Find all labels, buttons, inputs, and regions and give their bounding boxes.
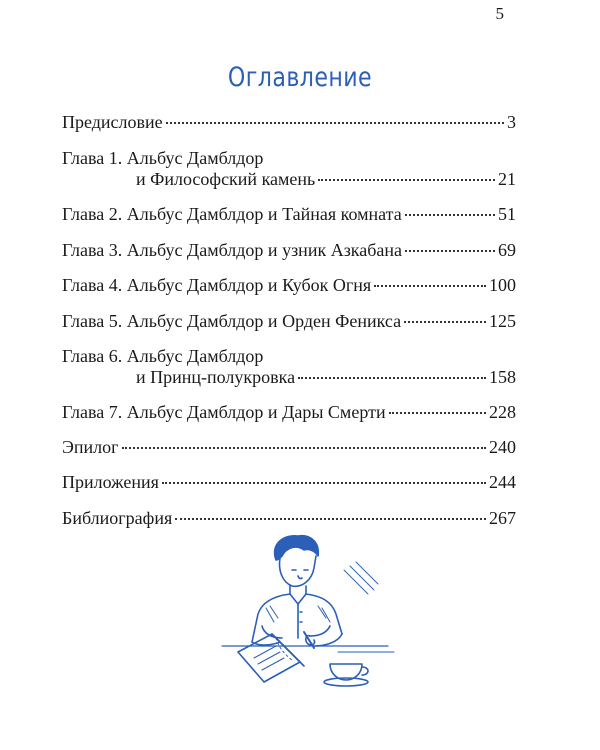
toc-entry-text: Библиография [62,508,173,528]
page-number: 5 [495,4,504,23]
toc-entry-chapter-7 [62,402,516,423]
toc-entry-chapter-2 [62,204,516,225]
toc-leader-dots [122,447,486,449]
toc-entry-bibliography [62,508,516,529]
toc-leader-dots [162,482,486,484]
toc-entry-text: Глава 7. Альбус Дамблдор и Дары Смерти [62,402,386,422]
toc-entry-page: 267 [489,508,516,528]
toc-leader-dots [175,518,486,520]
toc-entry-text: Глава 2. Альбус Дамблдор и Тайная комната [62,204,402,224]
toc-entry-chapter-1 [62,148,516,190]
toc-entry-chapter-3 [62,240,516,261]
toc-entry-text: и Принц-полукровка [136,367,296,387]
toc-leader-dots [405,214,495,216]
toc-entry-text: Глава 5. Альбус Дамблдор и Орден Феникса [62,311,402,331]
toc-entry-page: 69 [498,240,516,260]
toc-entry-text: Глава 4. Альбус Дамблдор и Кубок Огня [62,275,372,295]
toc-entry-page: 158 [489,367,516,387]
toc-entry-chapter-6 [62,346,516,388]
toc-entry-page: 125 [489,311,516,331]
toc-entry-text: Эпилог [62,437,119,457]
toc-entry-page: 21 [498,169,516,189]
toc-entry-chapter-4 [62,275,516,296]
toc-entry-chapter-5 [62,311,516,332]
toc-leader-dots [405,250,495,252]
toc-entry-heading: Глава 6. Альбус Дамблдор [62,346,264,366]
toc-entry-page: 51 [498,204,516,224]
toc-leader-dots [404,321,486,323]
toc-entry-text: Предисловие [62,112,163,132]
toc-title: Оглавление [227,62,373,93]
toc-entry-text: и Философский камень [136,169,316,189]
toc-entry-page: 228 [489,402,516,422]
toc-leader-dots [374,285,486,287]
man-writing-at-desk-icon [218,530,398,690]
toc-leader-dots [166,122,504,124]
toc-entry-page: 3 [507,112,516,132]
toc-entry-preface [62,112,516,133]
toc-entry-appendices [62,472,516,493]
toc-leader-dots [298,377,486,379]
toc-entry-heading: Глава 1. Альбус Дамблдор [62,148,264,168]
toc-entry-page: 240 [489,437,516,457]
toc-leader-dots [318,179,495,181]
toc-entry-page: 100 [489,275,516,295]
toc-entry-text: Глава 3. Альбус Дамблдор и узник Азкабана [62,240,403,260]
toc-entry-text: Приложения [62,472,159,492]
toc-entry-page: 244 [489,472,516,492]
toc-entry-epilogue [62,437,516,458]
toc-leader-dots [389,412,486,414]
